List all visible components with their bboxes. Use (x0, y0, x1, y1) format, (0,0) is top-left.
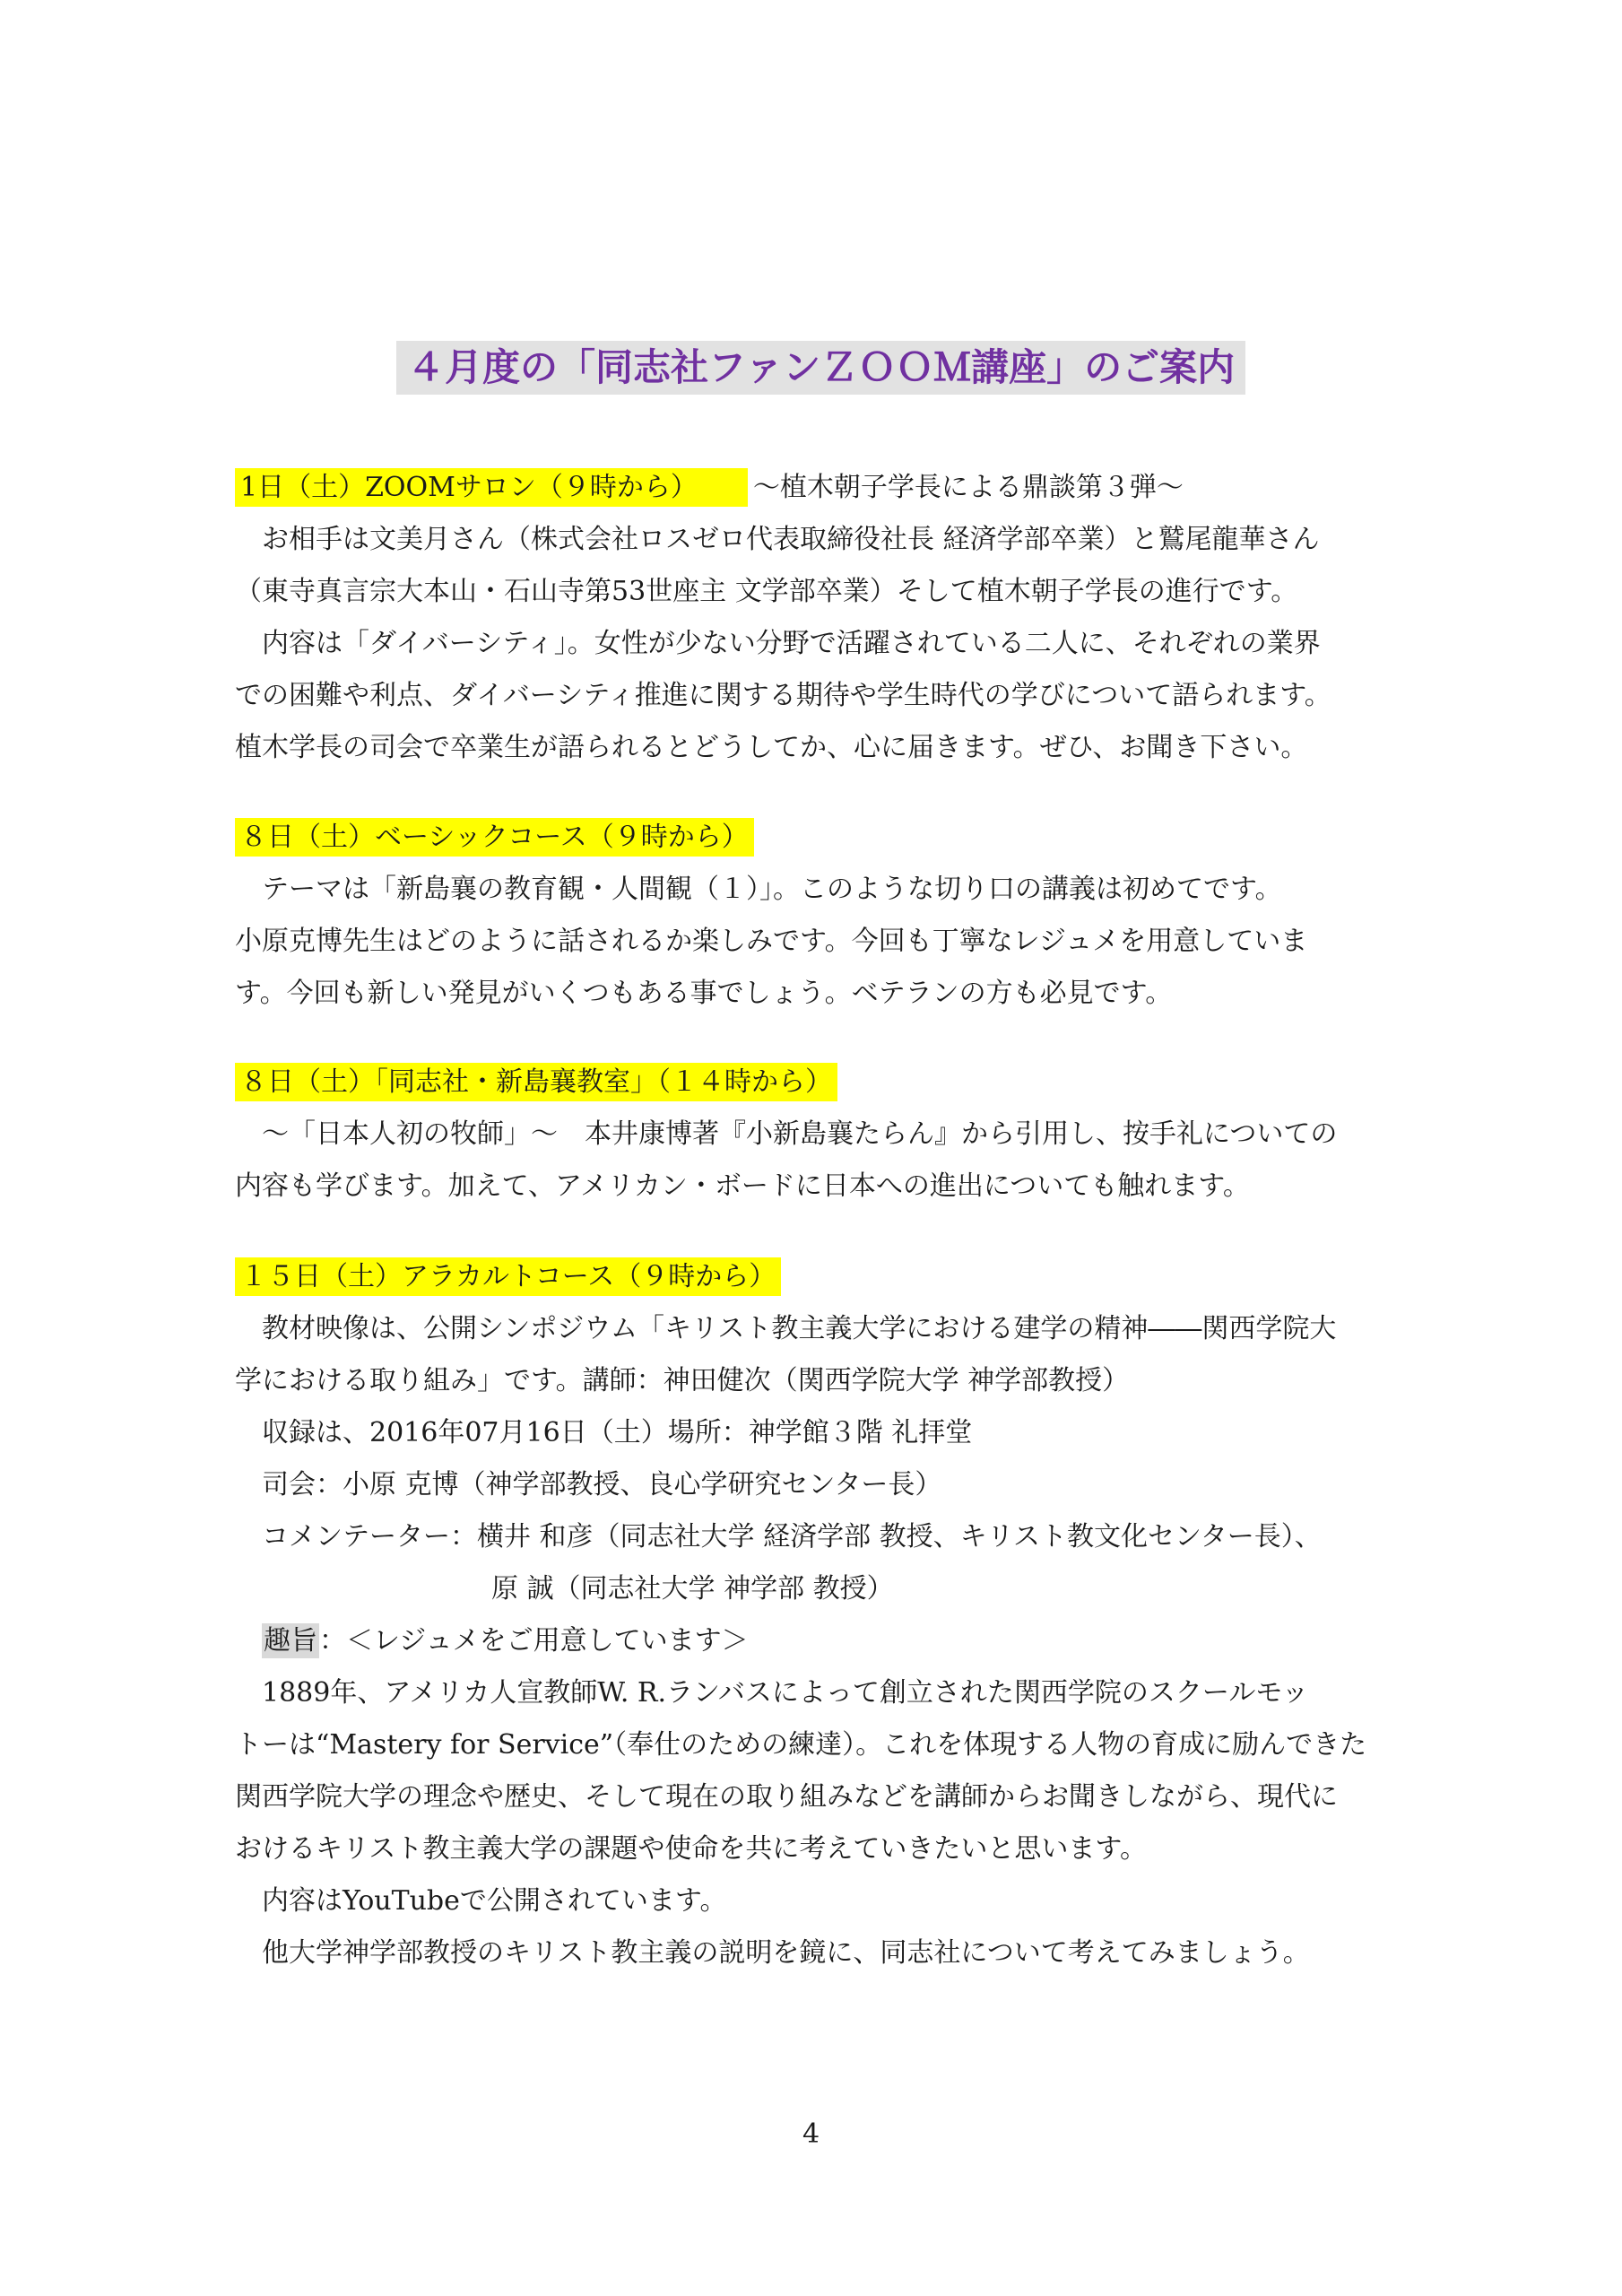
gist-row (262, 1620, 749, 1663)
section-4-heading-row (235, 1256, 781, 1299)
gist-label: 趣旨 (264, 1625, 317, 1657)
section-1-heading-row (235, 466, 1184, 509)
section-4-heading: １５日（土）アラカルトコース（９時から） (235, 1257, 781, 1296)
gist-text: ：＜レジュメをご用意しています＞ (319, 1625, 749, 1657)
section-4-body-line: 他大学神学部教授のキリスト教主義の説明を鏡に、同志社について考えてみましょう。 (262, 1937, 1310, 1969)
section-4-line: 原 誠（同志社大学 神学部 教授） (491, 1573, 894, 1605)
section-1-line: での困難や利点、ダイバーシティ推進に関する期待や学生時代の学びについて語られます。 (235, 680, 1331, 711)
section-4-body-line: トーは“Mastery for Service”（奉仕のための練達）。これを体現する人物の育成に励んできた (235, 1729, 1367, 1761)
section-4-line: 教材映像は、公開シンポジウム「キリスト教主義大学における建学の精神――関西学院大 (262, 1313, 1337, 1344)
page-number: 4 (802, 2118, 820, 2150)
section-1-heading: 1日（土）ZOOMサロン（９時から） (235, 468, 748, 507)
section-3-heading-row (235, 1061, 837, 1104)
section-2-heading-row (235, 816, 754, 859)
section-4-line: コメンテーター：横井 和彦（同志社大学 経済学部 教授、キリスト教文化センター長）、 (262, 1521, 1322, 1552)
section-1-subtitle: ～植木朝子学長による鼎談第３弾～ (752, 472, 1184, 503)
section-3-heading: ８日（土）「同志社・新島襄教室」（１４時から） (235, 1063, 837, 1101)
page-title: ４月度の「同志社ファンＺＯＯＭ講座」のご案内 (396, 341, 1245, 395)
section-1-line: （東寺真言宗大本山・石山寺第53世座主 文学部卒業）そして植木朝子学長の進行です。 (235, 576, 1298, 607)
section-2-line: す。今回も新しい発見がいくつもある事でしょう。ベテランの方も必見です。 (235, 978, 1173, 1009)
section-4-body-line: おけるキリスト教主義大学の課題や使命を共に考えていきたいと思います。 (235, 1833, 1147, 1865)
section-3-line: ～「日本人初の牧師」～ 本井康博著『小新島襄たらん』から引用し、按手礼についての (262, 1118, 1338, 1150)
section-4-line: 収録は、2016年07月16日（土）場所：神学館３階 礼拝堂 (262, 1417, 973, 1448)
section-4-body-line: 内容はYouTubeで公開されています。 (262, 1885, 727, 1917)
section-4-line: 学における取り組み」です。講師：神田健次（関西学院大学 神学部教授） (235, 1365, 1130, 1396)
section-1-line: 植木学長の司会で卒業生が語られるとどうしてか、心に届きます。ぜひ、お聞き下さい。 (235, 732, 1308, 763)
section-1-line: お相手は文美月さん（株式会社ロスゼロ代表取締役社長 経済学部卒業）と鷲尾龍華さん (262, 524, 1320, 555)
section-4-body-line: 関西学院大学の理念や歴史、そして現在の取り組みなどを講師からお聞きしながら、現代に (235, 1781, 1338, 1813)
section-4-body-line: 1889年、アメリカ人宣教師W. R.ランバスによって創立された関西学院のスクールモッ (262, 1677, 1309, 1709)
section-3-line: 内容も学びます。加えて、アメリカン・ボードに日本への進出についても触れます。 (235, 1170, 1250, 1202)
section-2-heading: ８日（土）ベーシックコース（９時から） (235, 818, 754, 857)
section-2-line: 小原克博先生はどのように話されるか楽しみです。今回も丁寧なレジュメを用意していま (235, 926, 1308, 957)
section-1-line: 内容は「ダイバーシティ」。女性が少ない分野で活躍されている二人に、それぞれの業界 (262, 628, 1321, 659)
section-2-line: テーマは「新島襄の教育観・人間観（１）」。このような切り口の講義は初めてです。 (262, 874, 1282, 905)
section-4-line: 司会：小原 克博（神学部教授、良心学研究センター長） (262, 1469, 942, 1500)
